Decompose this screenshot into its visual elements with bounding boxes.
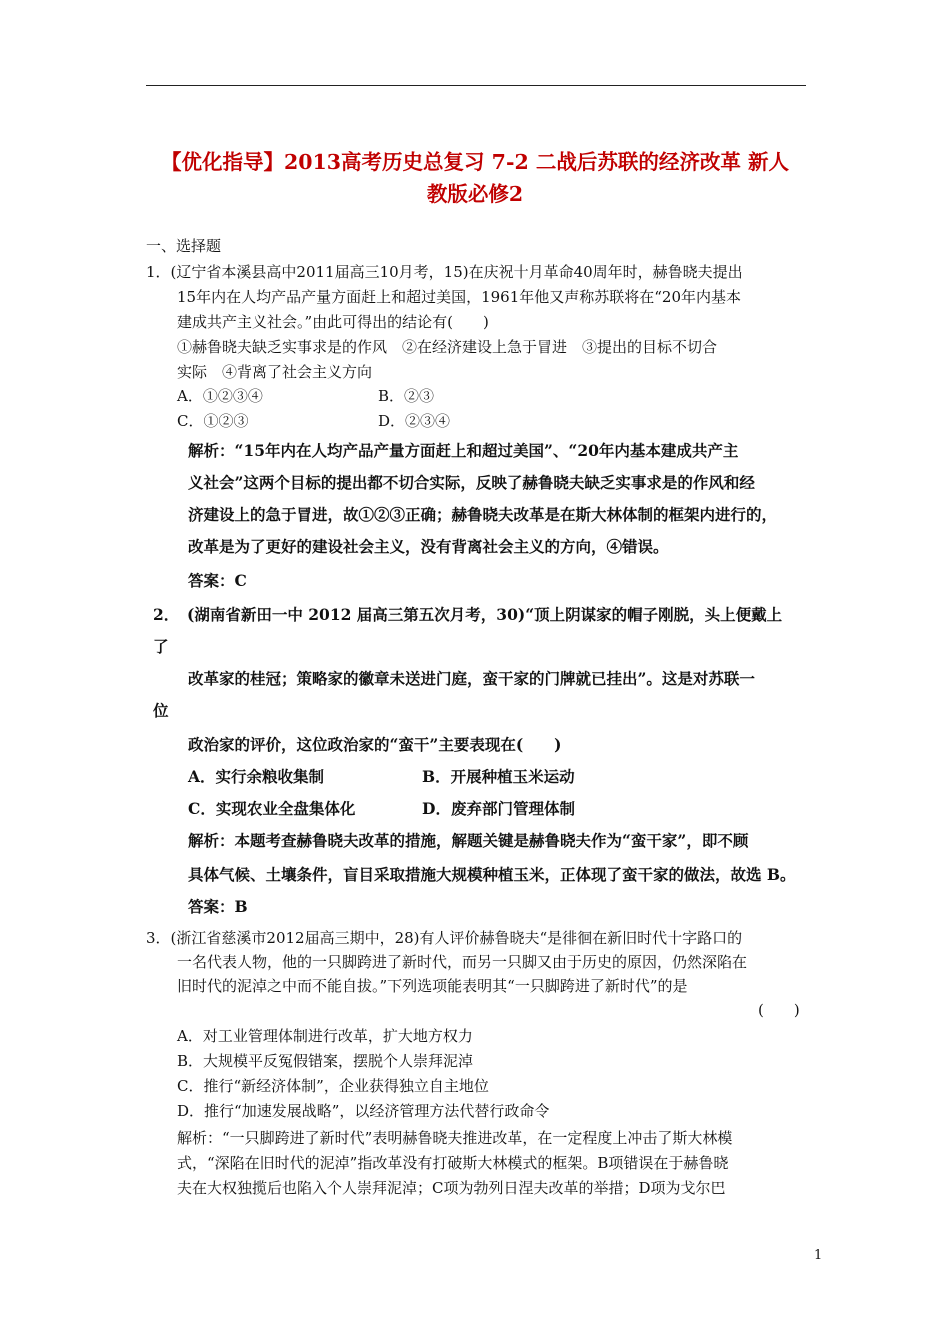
q3-stem-2: 一名代表人物，他的一只脚跨进了新时代，而另一只脚又由于历史的原因，仍然深陷在: [177, 953, 748, 971]
q3-stem-3: 旧时代的泥淖之中而不能自拔。”下列选项能表明其“一只脚跨进了新时代”的是: [177, 977, 688, 995]
q1-statements-2: 实际 ④背离了社会主义方向: [177, 363, 373, 381]
q1-statements-1: ①赫鲁晓夫缺乏实事求是的作风 ②在经济建设上急于冒进 ③提出的目标不切合: [177, 338, 718, 356]
q1-explanation-4: 改革是为了更好的建设社会主义，没有背离社会主义的方向，④错误。: [188, 537, 669, 556]
q2-explanation-1: 解析：本题考查赫鲁晓夫改革的措施，解题关键是赫鲁晓夫作为“蛮干家”，即不顾: [188, 831, 749, 850]
document-title: [130, 146, 820, 210]
q2-stem-3: 政治家的评价，这位政治家的“蛮干”主要表现在( ): [188, 735, 562, 754]
q3-option-b: B．大规模平反冤假错案，摆脱个人崇拜泥淖: [177, 1052, 474, 1070]
title-line-1: 【优化指导】2013高考历史总复习 7-2 二战后苏联的经济改革 新人: [160, 150, 789, 174]
q2-option-d: D．废弃部门管理体制: [422, 799, 575, 818]
header-rule: [146, 85, 806, 86]
q2-option-a: A．实行余粮收集制: [188, 767, 325, 786]
q3-explanation-1: 解析：“一只脚跨进了新时代”表明赫鲁晓夫推进改革，在一定程度上冲击了斯大林模: [177, 1129, 733, 1147]
q2-option-b: B．开展种植玉米运动: [422, 767, 575, 786]
q1-option-c: C．①②③: [177, 412, 249, 430]
q3-answer-paren: ( ): [758, 1001, 800, 1019]
q2-stem-1: 2． (湖南省新田一中 2012 届高三第五次月考，30)“顶上阴谋家的帽子刚脱，头上便戴上: [153, 605, 783, 624]
q2-answer: 答案：B: [188, 897, 248, 916]
title-line-2: 教版必修2: [426, 182, 524, 206]
q3-explanation-3: 夫在大权独揽后也陷入个人崇拜泥淖；C项为勃列日涅夫改革的举措；D项为戈尔巴: [177, 1179, 726, 1197]
q1-explanation-3: 济建设上的急于冒进，故①②③正确；赫鲁晓夫改革是在斯大林体制的框架内进行的，: [188, 505, 778, 524]
q1-option-b: B．②③: [378, 387, 435, 405]
q3-option-c: C．推行“新经济体制”，企业获得独立自主地位: [177, 1077, 489, 1095]
q1-stem-2: 15年内在人均产品产量方面赶上和超过美国，1961年他又声称苏联将在“20年内基本: [177, 288, 742, 306]
q2-wrap-2: 位: [153, 701, 169, 720]
q3-option-a: A．对工业管理体制进行改革，扩大地方权力: [177, 1027, 473, 1045]
q1-explanation-1: 解析：“15年内在人均产品产量方面赶上和超过美国”、“20年内基本建成共产主: [188, 441, 739, 460]
q3-explanation-2: 式，“深陷在旧时代的泥淖”指改革没有打破斯大林模式的框架。B项错误在于赫鲁晓: [177, 1154, 729, 1172]
section-heading: 一、选择题: [146, 237, 222, 255]
q1-stem-1: 1．(辽宁省本溪县高中2011届高三10月考，15)在庆祝十月革命40周年时，赫鲁晓夫提出: [146, 263, 743, 281]
q3-option-d: D．推行“加速发展战略”，以经济管理方法代替行政命令: [177, 1102, 550, 1120]
page-number: 1: [814, 1248, 823, 1263]
q1-explanation-2: 义社会”这两个目标的提出都不切合实际，反映了赫鲁晓夫缺乏实事求是的作风和经: [188, 473, 755, 492]
q2-explanation-2: 具体气候、土壤条件，盲目采取措施大规模种植玉米，正体现了蛮干家的做法，故选 B。: [188, 865, 796, 884]
q1-stem-3: 建成共产主义社会。”由此可得出的结论有( ): [177, 313, 489, 331]
q2-option-c: C．实现农业全盘集体化: [188, 799, 356, 818]
q1-answer: 答案：C: [188, 571, 247, 590]
q2-wrap-1: 了: [153, 637, 169, 656]
q1-option-a: A．①②③④: [177, 387, 263, 405]
q3-stem-1: 3．(浙江省慈溪市2012届高三期中，28)有人评价赫鲁晓夫“是徘徊在新旧时代十字路口的: [146, 929, 743, 947]
q2-stem-2: 改革家的桂冠；策略家的徽章未送进门庭，蛮干家的门牌就已挂出”。这是对苏联一: [188, 669, 755, 688]
q1-option-d: D．②③④: [378, 412, 451, 430]
